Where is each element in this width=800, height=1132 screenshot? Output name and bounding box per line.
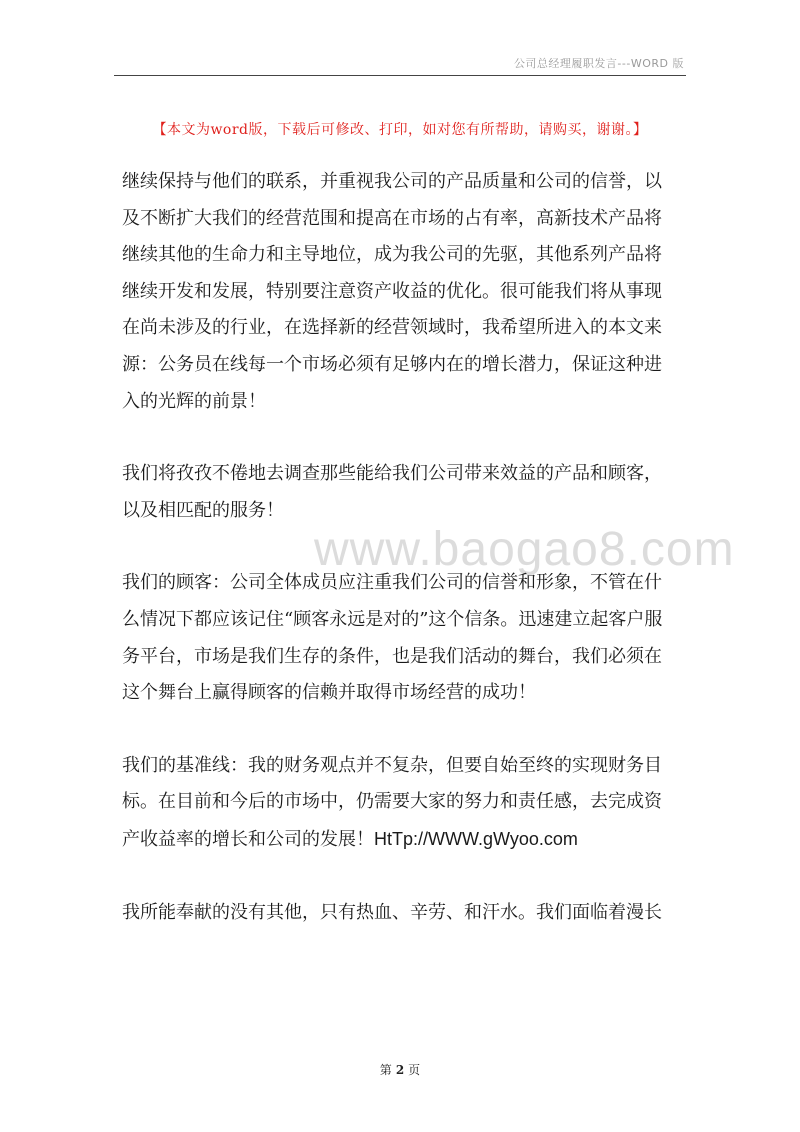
- page-suffix: 页: [408, 1063, 421, 1077]
- paragraph-3: [122, 565, 682, 711]
- text-line: 么情况下都应该记住“顾客永远是对的”这个信条。迅速建立起客户服: [122, 608, 663, 630]
- text-line: [122, 821, 682, 859]
- text-line: 我们的顾客：公司全体成员应注重我们公司的信誉和形象，不管在什: [122, 572, 662, 594]
- text-line: 入的光辉的前景！: [122, 390, 266, 412]
- text-line: 及不断扩大我们的经营范围和提高在市场的占有率，高新技术产品将: [122, 207, 662, 229]
- document-body: [122, 164, 682, 967]
- running-header: 公司总经理履职发言---WORD 版: [513, 57, 684, 70]
- website-link[interactable]: HtTp://WWW.gWyoo.com: [374, 828, 578, 849]
- text-line: 务平台，市场是我们生存的条件，也是我们活动的舞台，我们必须在: [122, 645, 662, 667]
- text-line: 我们的基准线：我的财务观点并不复杂，但要自始至终的实现财务目: [122, 754, 662, 776]
- paragraph-4: [122, 748, 682, 859]
- paragraph-1: [122, 164, 682, 420]
- text-line: 在尚未涉及的行业，在选择新的经营领域时，我希望所进入的本文来: [122, 317, 662, 339]
- paragraph-5: [122, 895, 682, 932]
- text-line: 我所能奉献的没有其他，只有热血、辛劳、和汗水。我们面临着漫长: [122, 901, 662, 923]
- text-line: 这个舞台上赢得顾客的信赖并取得市场经营的成功！: [122, 682, 536, 704]
- text-line: 继续其他的生命力和主导地位，成为我公司的先驱，其他系列产品将: [122, 244, 662, 266]
- text-line: 标。在目前和今后的市场中，仍需要大家的努力和责任感，去完成资: [122, 791, 662, 813]
- page-number: [0, 1061, 800, 1078]
- page-value: 2: [395, 1063, 405, 1077]
- text-line: 源：公务员在线每一个市场必须有足够内在的增长潜力，保证这种进: [122, 353, 662, 375]
- watermark: www.baogao8.com: [314, 523, 735, 576]
- header-rule: [114, 75, 686, 76]
- text-line: 继续保持与他们的联系，并重视我公司的产品质量和公司的信誉，以: [122, 171, 662, 192]
- page-prefix: 第: [379, 1063, 392, 1077]
- text-line: 我们将孜孜不倦地去调查那些能给我们公司带来效益的产品和顾客，: [122, 463, 662, 485]
- download-notice: 【本文为word版，下载后可修改、打印，如对您有所帮助，请购买，谢谢。】: [152, 122, 648, 138]
- text-line: 继续开发和发展，特别要注意资产收益的优化。很可能我们将从事现: [122, 280, 662, 302]
- text-line-prefix: 产收益率的增长和公司的发展！: [122, 828, 374, 850]
- text-line: 以及相匹配的服务！: [122, 499, 284, 521]
- paragraph-2: [122, 456, 682, 529]
